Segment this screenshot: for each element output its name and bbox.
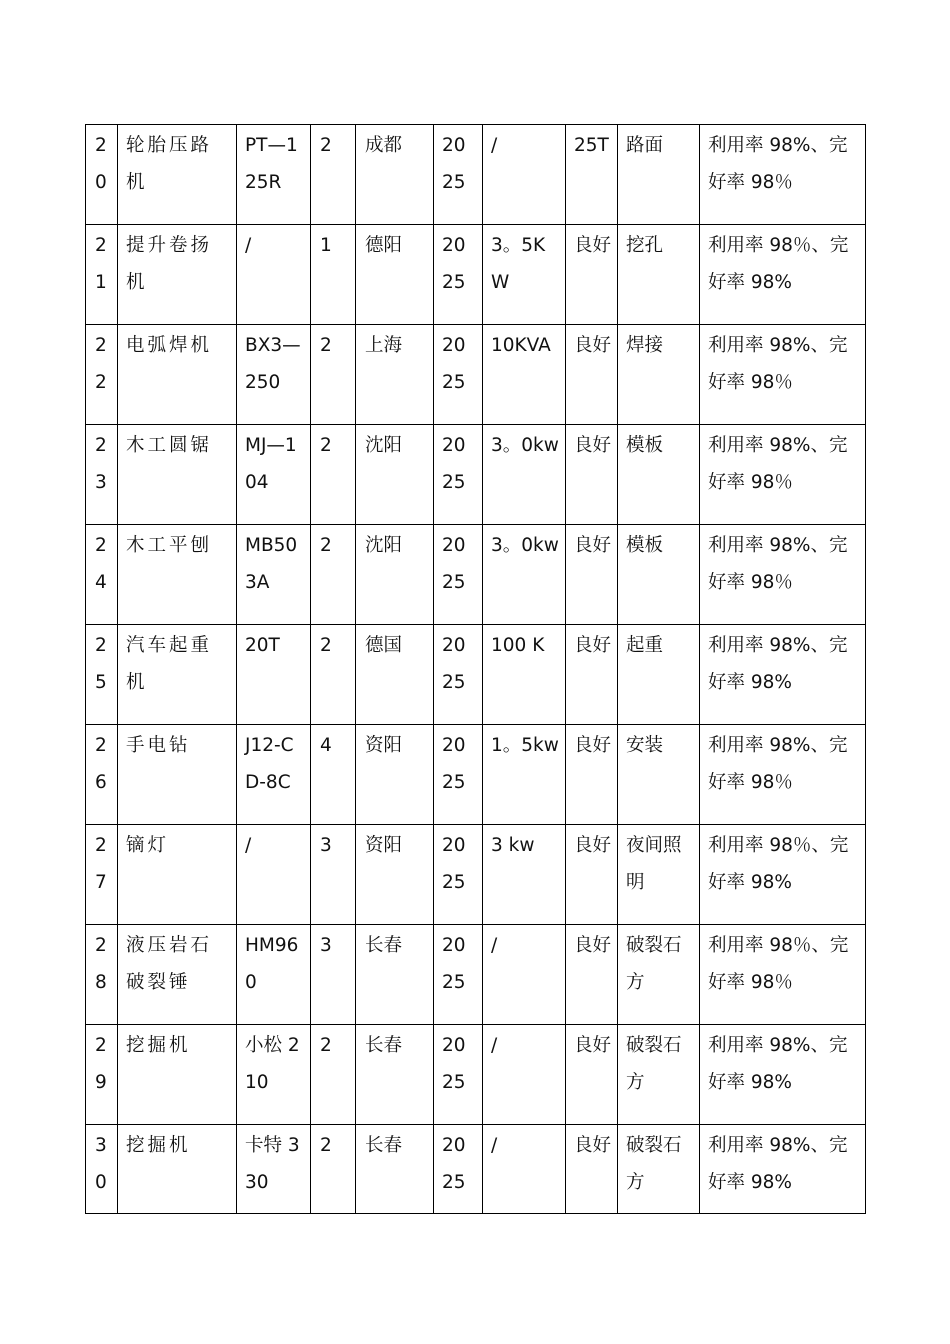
table-row bbox=[86, 625, 866, 725]
table-row bbox=[86, 725, 866, 825]
utilization-rate-cell: 利用率 98％、完好率 98％ bbox=[700, 925, 866, 1025]
equipment-model-cell: 小松 210 bbox=[237, 1025, 311, 1125]
rated-power-cell: 3。5KW bbox=[483, 225, 566, 325]
equipment-status-cell: 良好 bbox=[566, 425, 618, 525]
intended-use-cell: 破裂石方 bbox=[618, 1125, 700, 1214]
manufacture-year-cell: 2025 bbox=[434, 225, 483, 325]
equipment-model-cell: MJ—104 bbox=[237, 425, 311, 525]
equipment-name-cell: 轮胎压路机 bbox=[118, 125, 237, 225]
rated-power-cell: / bbox=[483, 1125, 566, 1214]
equipment-quantity-cell: 2 bbox=[311, 425, 356, 525]
equipment-quantity-cell: 1 bbox=[311, 225, 356, 325]
equipment-origin-cell: 长春 bbox=[356, 1025, 434, 1125]
equipment-origin-cell: 成都 bbox=[356, 125, 434, 225]
equipment-status-cell: 良好 bbox=[566, 925, 618, 1025]
manufacture-year-cell: 2025 bbox=[434, 1025, 483, 1125]
equipment-name-cell: 木工圆锯 bbox=[118, 425, 237, 525]
equipment-name-cell: 挖掘机 bbox=[118, 1025, 237, 1125]
equipment-name-cell: 镝灯 bbox=[118, 825, 237, 925]
equipment-status-cell: 良好 bbox=[566, 725, 618, 825]
table-row bbox=[86, 325, 866, 425]
utilization-rate-cell: 利用率 98%、完好率 98% bbox=[700, 1125, 866, 1214]
equipment-status-cell: 良好 bbox=[566, 525, 618, 625]
utilization-rate-cell: 利用率 98%、完好率 98% bbox=[700, 625, 866, 725]
intended-use-cell: 模板 bbox=[618, 525, 700, 625]
rated-power-cell: / bbox=[483, 925, 566, 1025]
equipment-quantity-cell: 2 bbox=[311, 1125, 356, 1214]
equipment-origin-cell: 沈阳 bbox=[356, 525, 434, 625]
intended-use-cell: 挖孔 bbox=[618, 225, 700, 325]
manufacture-year-cell: 2025 bbox=[434, 625, 483, 725]
rated-power-cell: 3。0kw bbox=[483, 525, 566, 625]
table-row bbox=[86, 1125, 866, 1214]
equipment-quantity-cell: 2 bbox=[311, 125, 356, 225]
manufacture-year-cell: 2025 bbox=[434, 925, 483, 1025]
equipment-origin-cell: 长春 bbox=[356, 925, 434, 1025]
utilization-rate-cell: 利用率 98%、完好率 98％ bbox=[700, 125, 866, 225]
row-number-cell: 27 bbox=[86, 825, 118, 925]
row-number-cell: 20 bbox=[86, 125, 118, 225]
utilization-rate-cell: 利用率 98%、完好率 98％ bbox=[700, 325, 866, 425]
rated-power-cell: / bbox=[483, 1025, 566, 1125]
equipment-status-cell: 良好 bbox=[566, 825, 618, 925]
manufacture-year-cell: 2025 bbox=[434, 425, 483, 525]
utilization-rate-cell: 利用率 98%、完好率 98％ bbox=[700, 425, 866, 525]
equipment-quantity-cell: 2 bbox=[311, 525, 356, 625]
equipment-name-cell: 挖掘机 bbox=[118, 1125, 237, 1214]
table-body bbox=[86, 125, 866, 1214]
row-number-cell: 22 bbox=[86, 325, 118, 425]
table-row bbox=[86, 125, 866, 225]
intended-use-cell: 模板 bbox=[618, 425, 700, 525]
row-number-cell: 24 bbox=[86, 525, 118, 625]
equipment-model-cell: 20T bbox=[237, 625, 311, 725]
equipment-model-cell: / bbox=[237, 225, 311, 325]
manufacture-year-cell: 2025 bbox=[434, 1125, 483, 1214]
rated-power-cell: 100 K bbox=[483, 625, 566, 725]
equipment-model-cell: HM960 bbox=[237, 925, 311, 1025]
table-row bbox=[86, 525, 866, 625]
equipment-name-cell: 电弧焊机 bbox=[118, 325, 237, 425]
equipment-quantity-cell: 3 bbox=[311, 925, 356, 1025]
equipment-status-cell: 良好 bbox=[566, 1125, 618, 1214]
equipment-status-cell: 良好 bbox=[566, 625, 618, 725]
equipment-model-cell: PT—125R bbox=[237, 125, 311, 225]
equipment-status-cell: 良好 bbox=[566, 325, 618, 425]
rated-power-cell: 3 kw bbox=[483, 825, 566, 925]
utilization-rate-cell: 利用率 98%、完好率 98% bbox=[700, 1025, 866, 1125]
manufacture-year-cell: 2025 bbox=[434, 325, 483, 425]
rated-power-cell: / bbox=[483, 125, 566, 225]
row-number-cell: 21 bbox=[86, 225, 118, 325]
equipment-quantity-cell: 3 bbox=[311, 825, 356, 925]
table-row bbox=[86, 425, 866, 525]
table-row bbox=[86, 825, 866, 925]
row-number-cell: 28 bbox=[86, 925, 118, 1025]
intended-use-cell: 焊接 bbox=[618, 325, 700, 425]
rated-power-cell: 1。5kw bbox=[483, 725, 566, 825]
equipment-quantity-cell: 2 bbox=[311, 1025, 356, 1125]
table-row bbox=[86, 225, 866, 325]
row-number-cell: 23 bbox=[86, 425, 118, 525]
equipment-quantity-cell: 2 bbox=[311, 325, 356, 425]
equipment-name-cell: 液压岩石破裂锤 bbox=[118, 925, 237, 1025]
equipment-quantity-cell: 2 bbox=[311, 625, 356, 725]
equipment-status-cell: 良好 bbox=[566, 1025, 618, 1125]
manufacture-year-cell: 2025 bbox=[434, 525, 483, 625]
equipment-model-cell: MB503A bbox=[237, 525, 311, 625]
manufacture-year-cell: 2025 bbox=[434, 125, 483, 225]
equipment-model-cell: 卡特 330 bbox=[237, 1125, 311, 1214]
intended-use-cell: 路面 bbox=[618, 125, 700, 225]
equipment-name-cell: 木工平刨 bbox=[118, 525, 237, 625]
row-number-cell: 29 bbox=[86, 1025, 118, 1125]
row-number-cell: 26 bbox=[86, 725, 118, 825]
row-number-cell: 30 bbox=[86, 1125, 118, 1214]
equipment-model-cell: BX3—250 bbox=[237, 325, 311, 425]
equipment-name-cell: 汽车起重机 bbox=[118, 625, 237, 725]
equipment-table bbox=[85, 124, 866, 1214]
equipment-status-cell: 良好 bbox=[566, 225, 618, 325]
utilization-rate-cell: 利用率 98%、完好率 98％ bbox=[700, 525, 866, 625]
equipment-model-cell: / bbox=[237, 825, 311, 925]
equipment-origin-cell: 德国 bbox=[356, 625, 434, 725]
row-number-cell: 25 bbox=[86, 625, 118, 725]
utilization-rate-cell: 利用率 98%、完好率 98％ bbox=[700, 725, 866, 825]
utilization-rate-cell: 利用率 98％、完好率 98% bbox=[700, 825, 866, 925]
equipment-origin-cell: 德阳 bbox=[356, 225, 434, 325]
equipment-origin-cell: 资阳 bbox=[356, 725, 434, 825]
manufacture-year-cell: 2025 bbox=[434, 825, 483, 925]
intended-use-cell: 破裂石方 bbox=[618, 925, 700, 1025]
table-row bbox=[86, 925, 866, 1025]
equipment-name-cell: 手电钻 bbox=[118, 725, 237, 825]
equipment-origin-cell: 沈阳 bbox=[356, 425, 434, 525]
manufacture-year-cell: 2025 bbox=[434, 725, 483, 825]
intended-use-cell: 破裂石方 bbox=[618, 1025, 700, 1125]
equipment-model-cell: J12-CD-8C bbox=[237, 725, 311, 825]
intended-use-cell: 起重 bbox=[618, 625, 700, 725]
equipment-origin-cell: 长春 bbox=[356, 1125, 434, 1214]
equipment-quantity-cell: 4 bbox=[311, 725, 356, 825]
rated-power-cell: 10KVA bbox=[483, 325, 566, 425]
rated-power-cell: 3。0kw bbox=[483, 425, 566, 525]
table-row bbox=[86, 1025, 866, 1125]
intended-use-cell: 安装 bbox=[618, 725, 700, 825]
equipment-status-cell: 25T bbox=[566, 125, 618, 225]
utilization-rate-cell: 利用率 98％、完好率 98% bbox=[700, 225, 866, 325]
equipment-origin-cell: 上海 bbox=[356, 325, 434, 425]
equipment-name-cell: 提升卷扬机 bbox=[118, 225, 237, 325]
intended-use-cell: 夜间照明 bbox=[618, 825, 700, 925]
equipment-origin-cell: 资阳 bbox=[356, 825, 434, 925]
